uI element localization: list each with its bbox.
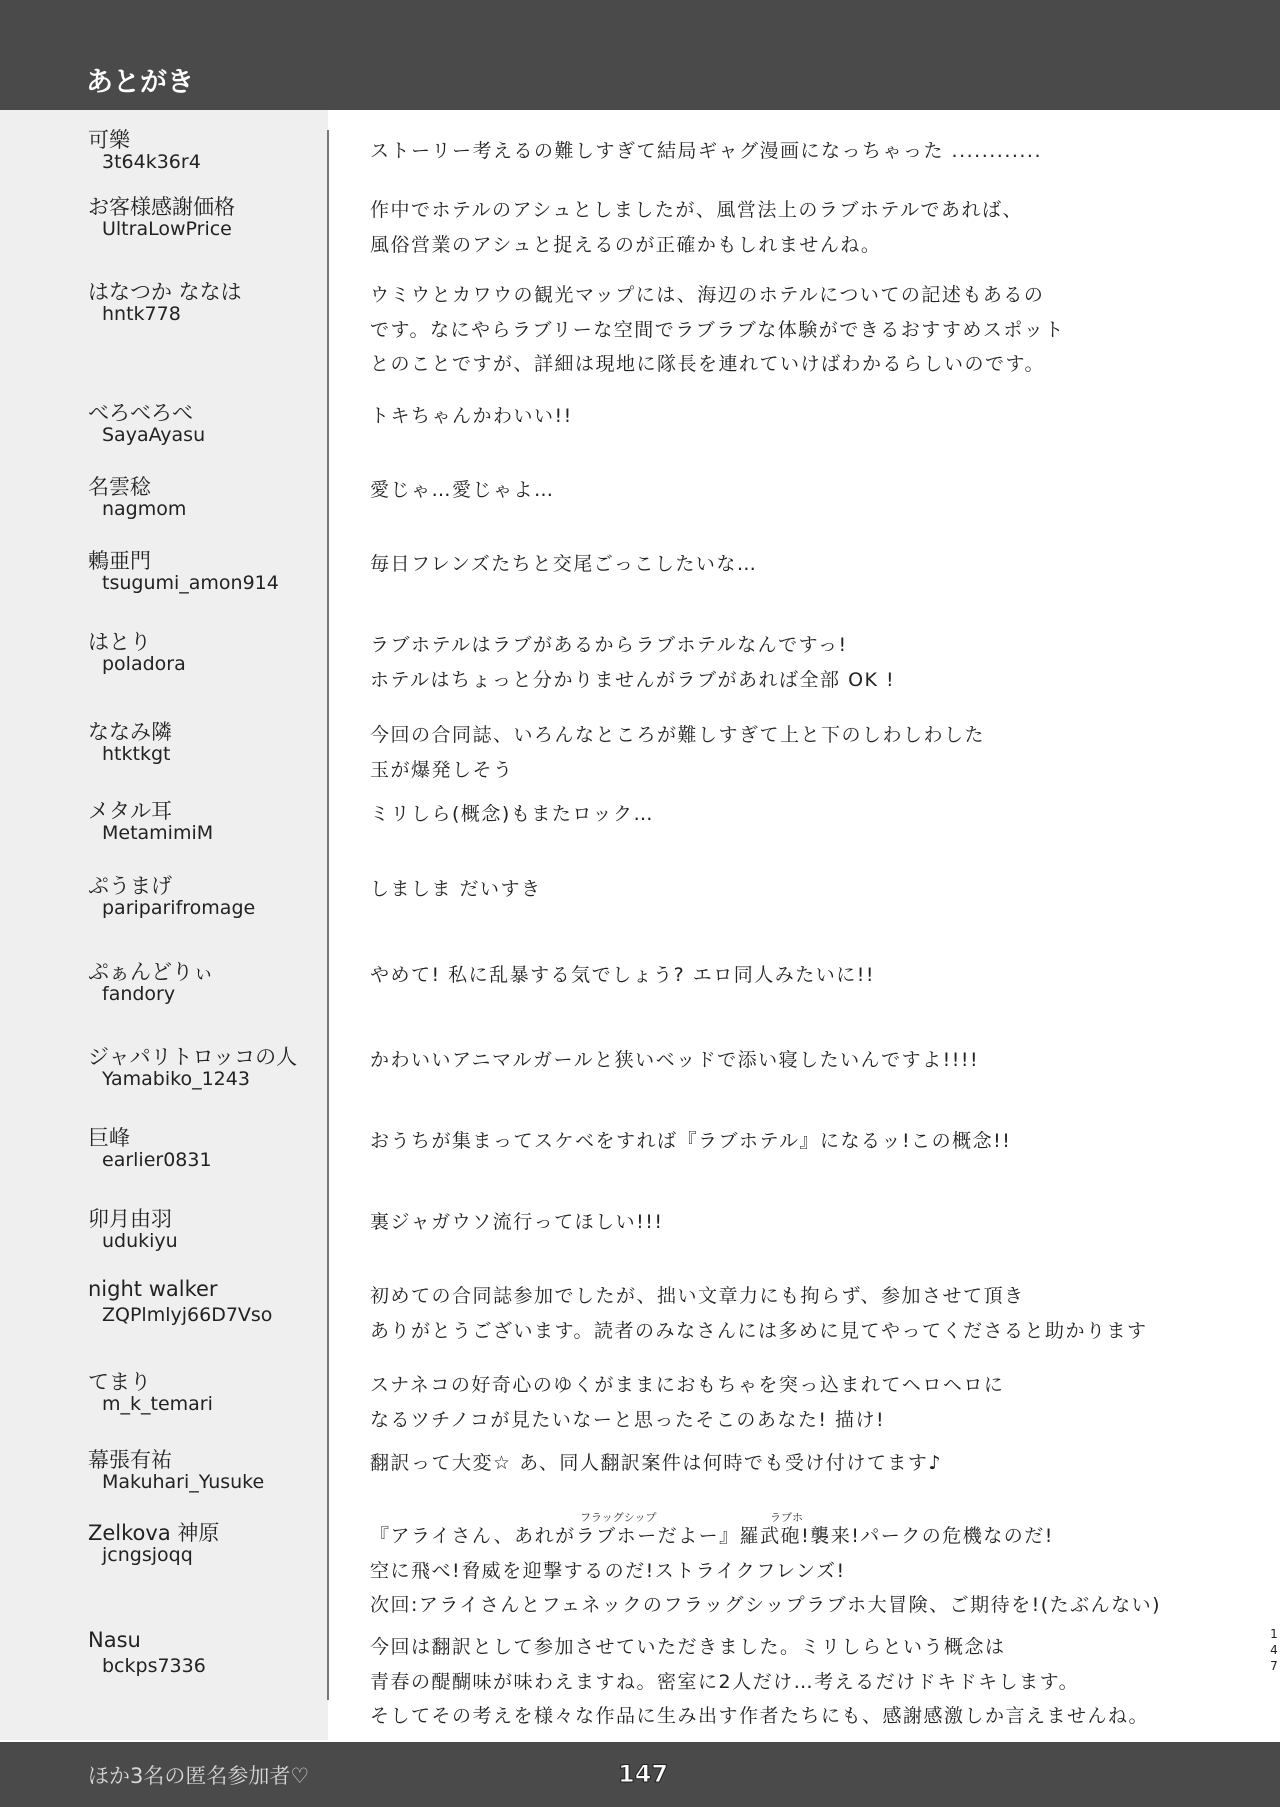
message-line: 翻訳って大変☆ あ、同人翻訳案件は何時でも受け付けてます♪ xyxy=(370,1452,942,1474)
author-message xyxy=(370,1124,1240,1159)
message-line: です。なにやらラブリーな空間でラブラブな体験ができるおすすめスポット xyxy=(370,318,1065,341)
side-page-digit: 7 xyxy=(1270,1659,1278,1673)
message-line: 次回:アライさんとフェネックのフラッグシップラブホ大冒険、ご期待を!(たぶんない) xyxy=(370,1594,1162,1616)
message-line: やめて! 私に乱暴する気でしょう? エロ同人みたいに!! xyxy=(370,964,876,986)
author-handle: UltraLowPrice xyxy=(102,218,232,240)
author-message xyxy=(370,1279,1240,1348)
author-handle: hntk778 xyxy=(102,303,181,325)
message-line: 作中でホテルのアシュとしましたが、風営法上のラブホテルであれば、 xyxy=(370,199,1023,221)
message-line: しましま だいすき xyxy=(370,878,542,900)
author-message xyxy=(370,1368,1240,1437)
message-line: ホテルはちょっと分かりませんがラブがあれば全部 OK ! xyxy=(370,668,896,691)
message-line: 『アライさん、あれがラブホーだよー』羅武砲!襲来!パークの危機なのだ! xyxy=(370,1525,1054,1547)
message-line: なるツチノコが見たいなーと思ったそこのあなた! 描け! xyxy=(370,1408,886,1431)
author-message xyxy=(370,1205,1240,1240)
author-message xyxy=(370,872,1240,907)
author-message xyxy=(370,1446,1240,1481)
author-handle: jcngsjoqq xyxy=(102,1544,193,1566)
message-line: おうちが集まってスケベをすれば『ラブホテル』になるッ!この概念!! xyxy=(370,1130,1012,1152)
author-name: お客様感謝価格 xyxy=(88,195,235,219)
author-handle: tsugumi_amon914 xyxy=(102,572,279,594)
ruby-annotation: ラブホ xyxy=(770,1511,803,1524)
side-page-number xyxy=(1268,1626,1280,1674)
message-line: 玉が爆発しそう xyxy=(370,758,514,781)
author-name: ななみ隣 xyxy=(88,720,172,744)
author-handle: SayaAyasu xyxy=(102,424,206,446)
author-message xyxy=(370,473,1240,508)
author-name: Zelkova 神原 xyxy=(88,1521,220,1545)
message-line: 空に飛べ!脅威を迎撃するのだ!ストライクフレンズ! xyxy=(370,1559,846,1582)
author-handle: Yamabiko_1243 xyxy=(102,1068,250,1090)
author-message xyxy=(370,1043,1240,1078)
message-line: ストーリー考えるの難しすぎて結局ギャグ漫画になっちゃった ............ xyxy=(370,140,1043,162)
author-message xyxy=(370,628,1240,697)
author-handle: poladora xyxy=(102,653,186,675)
message-line: とのことですが、詳細は現地に隊長を連れていけばわかるらしいのです。 xyxy=(370,353,1045,375)
message-line: ウミウとカワウの観光マップには、海辺のホテルについての記述もあるの xyxy=(370,284,1045,306)
column-divider xyxy=(327,130,329,1700)
message-line: 風俗営業のアシュと捉えるのが正確かもしれませんね。 xyxy=(370,233,882,256)
message-line: 愛じゃ…愛じゃよ… xyxy=(370,479,555,501)
author-handle: ZQPlmlyj66D7Vso xyxy=(102,1304,273,1326)
author-message xyxy=(370,399,1240,434)
author-message xyxy=(370,718,1240,787)
page-title: あとがき xyxy=(86,67,194,98)
footer-bar xyxy=(0,1742,1280,1807)
author-handle: udukiyu xyxy=(102,1230,178,1252)
author-handle: pariparifromage xyxy=(102,897,256,919)
author-name: 卯月由羽 xyxy=(88,1207,172,1231)
author-message xyxy=(370,134,1240,169)
author-handle: nagmom xyxy=(102,498,187,520)
side-page-digit: 4 xyxy=(1270,1643,1278,1657)
author-name: メタル耳 xyxy=(88,799,172,823)
author-handle: fandory xyxy=(102,983,176,1005)
author-handle: MetamimiM xyxy=(102,822,214,844)
message-line: 今回の合同誌、いろんなところが難しすぎて上と下のしわしわした xyxy=(370,724,986,746)
author-name: 鶫亜門 xyxy=(88,549,151,573)
message-line: スナネコの好奇心のゆくがままにおもちゃを突っ込まれてヘロヘロに xyxy=(370,1374,1005,1396)
message-line: 今回は翻訳として参加させていただきました。ミリしらという概念は xyxy=(370,1636,1006,1658)
author-name: night walker xyxy=(88,1277,218,1301)
message-line: ありがとうございます。読者のみなさんには多めに見てやってくださると助かります xyxy=(370,1319,1148,1342)
side-page-digit: 1 xyxy=(1270,1627,1278,1641)
ruby-annotation: フラッグシップ xyxy=(580,1511,657,1524)
author-message xyxy=(370,547,1240,582)
author-name: ジャパリトロッコの人 xyxy=(88,1045,298,1069)
author-name: ぷぁんどりぃ xyxy=(88,960,214,984)
author-message xyxy=(370,958,1240,993)
author-message xyxy=(370,278,1240,382)
author-name: はなつか ななは xyxy=(88,280,242,304)
message-line: ミリしら(概念)もまたロック… xyxy=(370,803,654,825)
name-column xyxy=(0,110,328,1740)
author-name: 巨峰 xyxy=(88,1126,130,1150)
author-name: べろべろべ xyxy=(88,401,193,425)
message-line: そしてその考えを様々な作品に生み出す作者たちにも、感謝感激しか言えませんね。 xyxy=(370,1705,1150,1727)
author-handle: m_k_temari xyxy=(102,1393,213,1415)
author-message xyxy=(370,1519,1240,1623)
author-handle: Makuhari_Yusuke xyxy=(102,1471,265,1493)
page-number: 147 xyxy=(618,1760,669,1788)
message-line: ラブホテルはラブがあるからラブホテルなんですっ! xyxy=(370,634,848,656)
message-line: かわいいアニマルガールと狭いベッドで添い寝したいんですよ!!!! xyxy=(370,1049,980,1071)
author-name: ぷうまげ xyxy=(88,874,172,898)
author-message xyxy=(370,1630,1240,1734)
author-name: 幕張有祐 xyxy=(88,1448,172,1472)
author-message xyxy=(370,193,1240,262)
author-handle: 3t64k36r4 xyxy=(102,151,201,173)
message-line: 青春の醍醐味が味わえますね。密室に2人だけ…考えるだけドキドキします。 xyxy=(370,1670,1080,1693)
author-handle: htktkgt xyxy=(102,743,171,765)
author-handle: earlier0831 xyxy=(102,1149,212,1171)
author-name: 可樂 xyxy=(88,128,130,152)
author-name: 名雲稔 xyxy=(88,475,151,499)
author-message xyxy=(370,797,1240,832)
message-line: 裏ジャガウソ流行ってほしい!!! xyxy=(370,1211,664,1233)
author-name: はとり xyxy=(88,630,151,654)
author-name: てまり xyxy=(88,1370,151,1394)
message-line: トキちゃんかわいい!! xyxy=(370,405,573,427)
header-bar xyxy=(0,0,1280,110)
anonymous-participants-note: ほか3名の匿名参加者♡ xyxy=(88,1764,310,1788)
message-line: 初めての合同誌参加でしたが、拙い文章力にも拘らず、参加させて頂き xyxy=(370,1285,1025,1307)
message-line: 毎日フレンズたちと交尾ごっこしたいな… xyxy=(370,553,758,575)
author-handle: bckps7336 xyxy=(102,1655,206,1677)
author-name: Nasu xyxy=(88,1628,141,1652)
